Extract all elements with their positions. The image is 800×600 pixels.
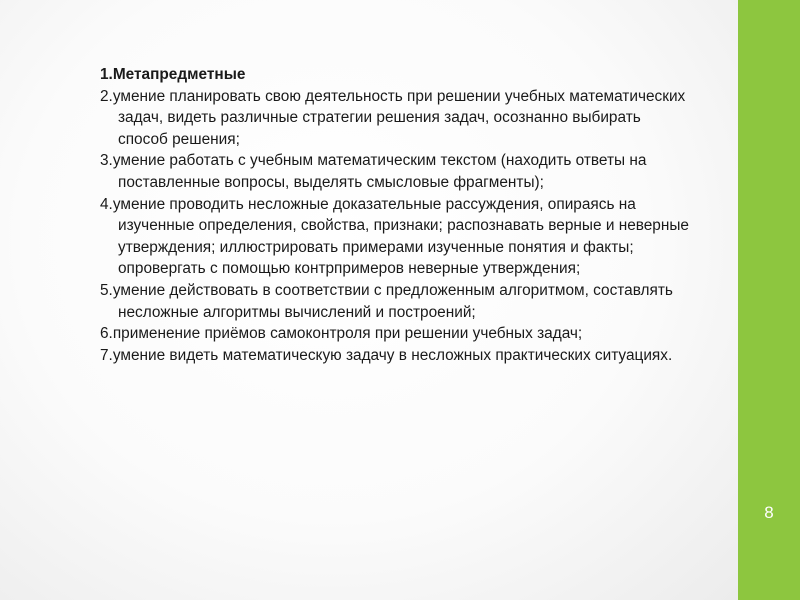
list-item: 7.умение видеть математическую задачу в несложных практических ситуациях. — [100, 346, 673, 364]
content-list — [100, 64, 690, 366]
list-item: 3.умение работать с учебным математическим текстом (находить ответы на поставленные вопросы, выделять смысловые фрагменты); — [100, 152, 647, 191]
list-item: 2.умение планировать свою деятельность при решении учебных математических задач, видеть различные стратегии решения задач, осознанно выбирать способ решения; — [100, 87, 686, 148]
list-item-heading: 1.Метапредметные — [100, 66, 246, 83]
accent-sidebar — [738, 0, 800, 600]
slide-number: 8 — [764, 503, 774, 522]
list-item: 5.умение действовать в соответствии с предложенным алгоритмом, составлять несложные алгоритмы вычислений и построений; — [100, 281, 673, 321]
list-item: 6.применение приёмов самоконтроля при решении учебных задач; — [100, 325, 583, 343]
list-item: 4.умение проводить несложные доказательные рассуждения, опираясь на изученные определения, свойства, признаки; распознавать верные и неверные утверждения; иллюстрировать примерами изученные понятия и факты; опровергать с помощью контрпримеров неверные утверждения; — [100, 195, 689, 278]
